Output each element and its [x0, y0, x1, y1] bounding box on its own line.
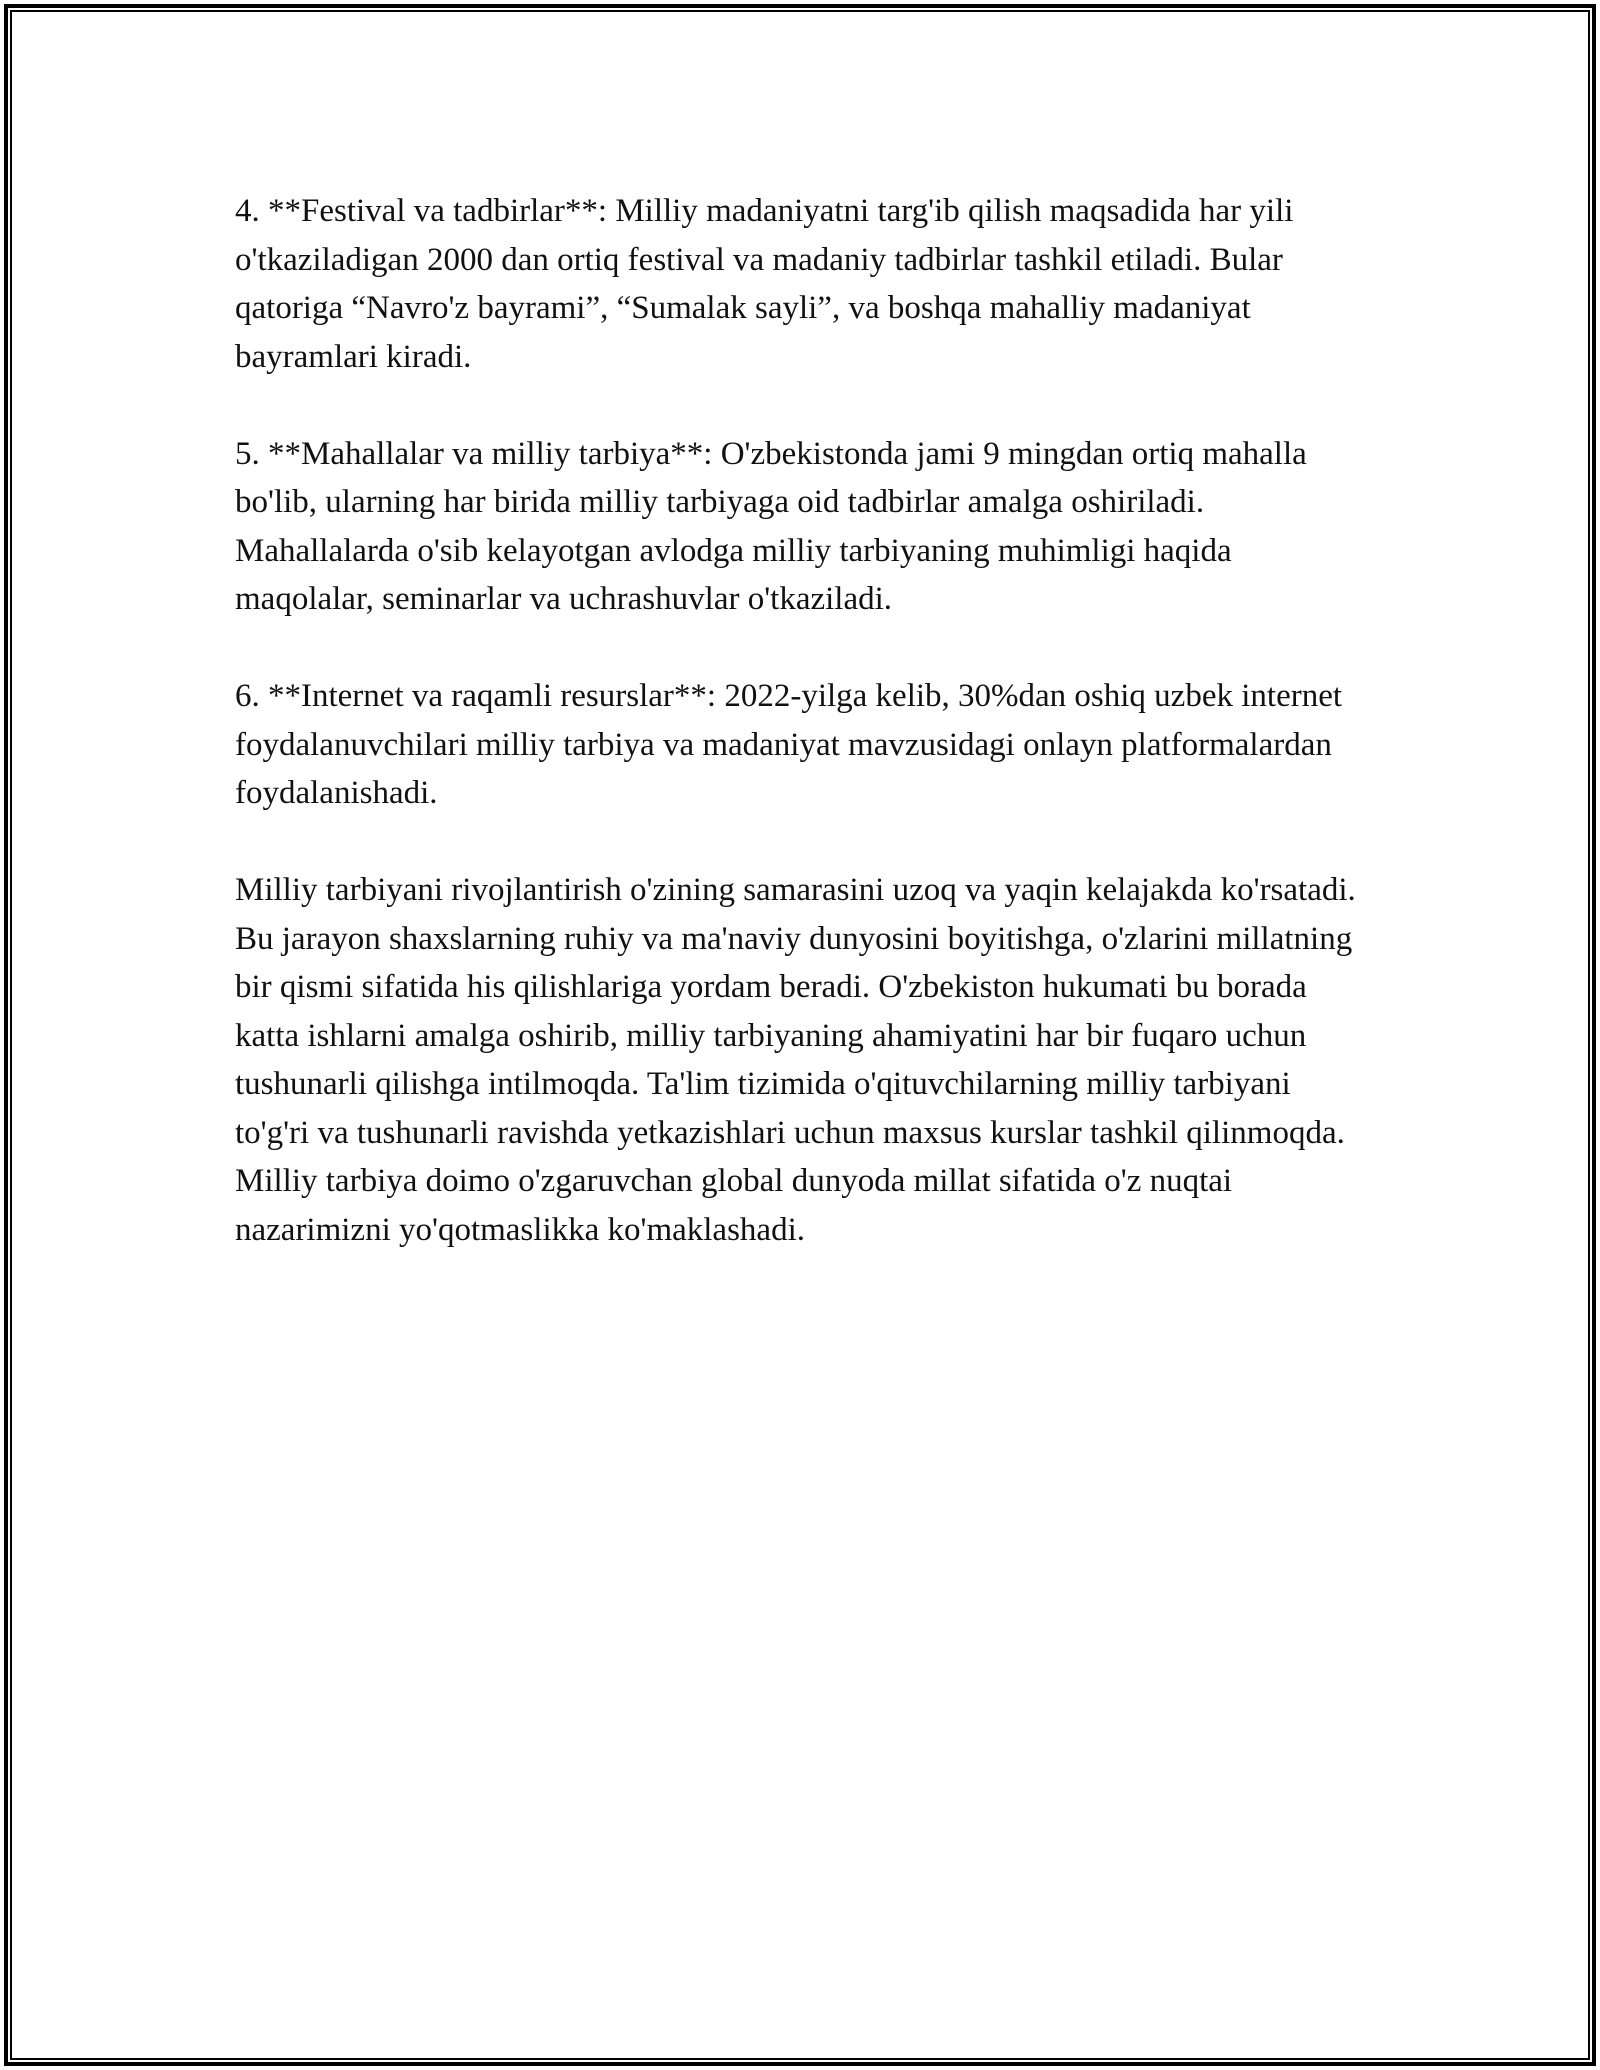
paragraph-mahallas: 5. **Mahallalar va milliy tarbiya**: O'zbekistonda jami 9 mingdan ortiq mahalla bo'lib, ularning har birida milliy tarbiyaga oid tadbirlar amalga oshiriladi. Mahallalarda o'sib kelayotgan avlodga milliy tarbiyaning muhimligi haqida maqolalar, seminarlar va uchrashuvlar o'tkaziladi.: [235, 435, 1307, 617]
paragraph-internet: 6. **Internet va raqamli resurslar**: 2022-yilga kelib, 30%dan oshiq uzbek internet foydalanuvchilari milliy tarbiya va madaniyat mavzusidagi onlayn platformalardan foydalanishadi.: [235, 678, 1343, 811]
paragraph-conclusion: Milliy tarbiyani rivojlantirish o'zining samarasini uzoq va yaqin kelajakda ko'rsatadi. Bu jarayon shaxslarning ruhiy va ma'naviy dunyosini boyitishga, o'zlarini millatning bir qismi sifatida his qilishlariga yordam beradi. O'zbekiston hukumati bu borada katta ishlarni amalga oshirib, milliy tarbiyaning ahamiyatini har bir fuqaro uchun tushunarli qilishga intilmoqda. Ta'lim tizimida o'qituvchilarning milliy tarbiyani to'g'ri va tushunarli ravishda yetkazishlari uchun maxsus kurslar tashkil qilinmoqda. Milliy tarbiya doimo o'zgaruvchan global dunyoda millat sifatida o'z nuqtai nazarimizni yo'qotmaslikka ko'maklashadi.: [235, 872, 1356, 1248]
paragraph-festivals: 4. **Festival va tadbirlar**: Milliy madaniyatni targ'ib qilish maqsadida har yili o'tkaziladigan 2000 dan ortiq festival va madaniy tadbirlar tashkil etiladi. Bular qatoriga “Navro'z bayrami”, “Sumalak sayli”, va boshqa mahalliy madaniyat bayramlari kiradi.: [235, 193, 1294, 375]
document-body: [235, 187, 1365, 1254]
